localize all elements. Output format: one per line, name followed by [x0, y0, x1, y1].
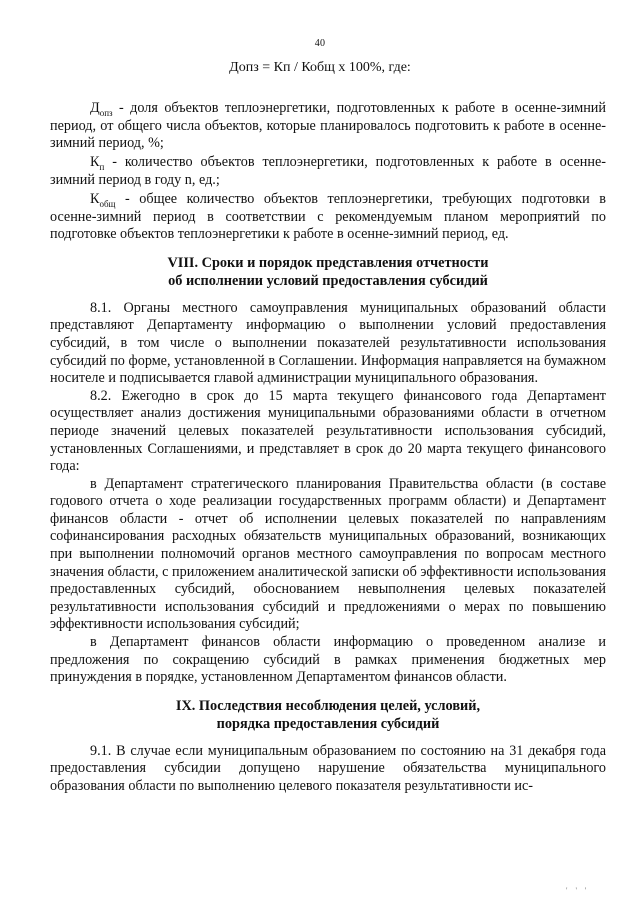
section-heading-viii: VIII. Сроки и порядок представления отчетности об исполнении условий предоставления субсидий: [167, 254, 489, 289]
definition-dopz: $Д_{опз}$ - доля объектов теплоэнергетики, подготовленных к работе в осенне-зимний период, от общего числа объектов, которые планировалось подготовить к работе в осенне-зимний период, %;: [50, 100, 606, 152]
formula-text: Допз = Кп / Кобщ х 100%, где:: [229, 60, 411, 75]
section-heading-ix: IX. Последствия несоблюдения целей, условий, порядка предоставления субсидий: [175, 697, 481, 732]
paragraph-8-1: 8.1. Органы местного самоуправления муниципальных образований области представляют Департаменту информацию о выполнении условий предоставления субсидий, в том числе о выполнении показателей результативности использования субсидий по форме, установленной в Соглашении. Информация направляется на бумажном носителе и подписывается главой администрации муниципального образования.: [50, 299, 606, 387]
term-symbol: $К_п$: [90, 154, 105, 173]
scan-mark: ' ' ': [566, 886, 590, 895]
definition-kp: $К_п$ - количество объектов теплоэнергетики, подготовленных к работе в осенне-зимний период в году n, ед.;: [50, 154, 606, 188]
term-symbol: $Д_{опз}$: [90, 100, 113, 118]
document-body: [50, 100, 606, 796]
paragraph-8-2-strategic: в Департамент стратегического планирования Правительства области (в составе годового отчета о ходе реализации государственных программ области) и Департамент финансов области - отчет об исполнении целевых показателей по направлениям софинансирования расходных обязательств муниципальных образований, возникающих при выполнении полномочий органов местного самоуправления по вопросам местного значения области, с приложением аналитической записки об эффективности использования предоставленных субсидий, обоснованием невыполнения целевых показателей результативности использования субсидий и предложениями о мерах по повышению эффективности использования субсидий;: [50, 475, 606, 633]
formula: [0, 60, 640, 76]
page-number: 40: [314, 38, 326, 49]
term-symbol: $К_{общ}$: [90, 190, 116, 209]
paragraph-8-2-finance: в Департамент финансов области информацию о проведенном анализе и предложения по сокращению субсидий в рамках применения бюджетных мер принуждения в порядке, установленном Департаментом финансов области.: [50, 634, 606, 686]
paragraph-8-2: 8.2. Ежегодно в срок до 15 марта текущего финансового года Департамент осуществляет анализ достижения муниципальными образованиями области в отчетном периоде значений целевых показателей результативности использования субсидий, установленных Соглашениями, и представляет в срок до 20 марта текущего финансового года:: [50, 387, 606, 475]
definition-kobsch: $К_{общ}$ - общее количество объектов теплоэнергетики, требующих подготовки в осенне-зимний период в соответствии с рекомендуемым планом мероприятий по подготовке объектов теплоэнергетики к работе в осенне-зимний период, ед.: [50, 190, 606, 243]
paragraph-9-1: 9.1. В случае если муниципальным образованием по состоянию на 31 декабря года предоставления субсидии допущено нарушение обязательства муниципального образования области по выполнению целевого показателя результативности ис-: [50, 742, 606, 794]
